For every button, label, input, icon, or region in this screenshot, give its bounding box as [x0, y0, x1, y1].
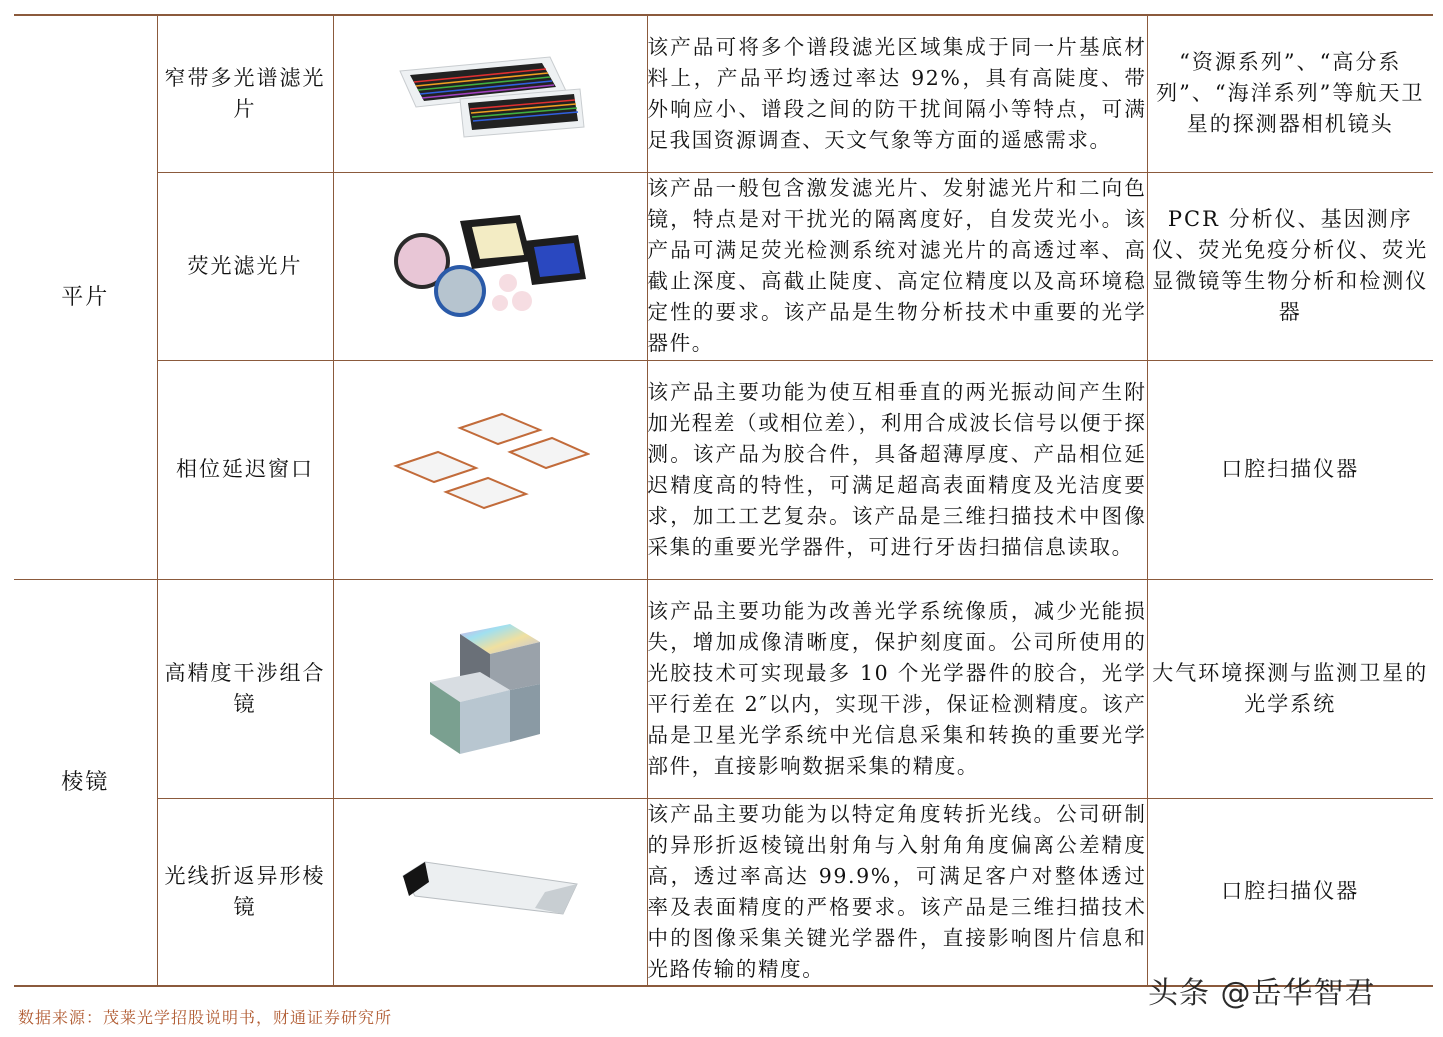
table-row: [14, 360, 1433, 579]
product-description: 该产品可将多个谱段滤光区域集成于同一片基底材料上，产品平均透过率达 92%，具有高陡度、带外响应小、谱段之间的防干扰间隔小等特点，可满足我国资源调查、天文气象等方面的遥感需求。: [647, 15, 1147, 172]
product-application: 口腔扫描仪器: [1147, 360, 1433, 579]
multispectral-filter-image: [333, 15, 647, 172]
category-flat: 平片: [14, 15, 157, 579]
product-application: PCR 分析仪、基因测序仪、荧光免疫分析仪、荧光显微镜等生物分析和检测仪器: [1147, 172, 1433, 360]
product-table: [14, 14, 1433, 987]
interference-prism-image: [333, 579, 647, 798]
folding-prism-image: [333, 798, 647, 986]
product-application: “资源系列”、“高分系列”、“海洋系列”等航天卫星的探测器相机镜头: [1147, 15, 1433, 172]
product-name: 高精度干涉组合镜: [157, 579, 333, 798]
category-prism: 棱镜: [14, 579, 157, 986]
watermark: 头条 @岳华智君: [1148, 976, 1376, 1011]
table-row: [14, 15, 1433, 172]
product-application: 口腔扫描仪器: [1147, 798, 1433, 986]
data-source-note: 数据来源：茂莱光学招股说明书，财通证券研究所: [18, 1008, 393, 1027]
product-description: 该产品一般包含激发滤光片、发射滤光片和二向色镜，特点是对干扰光的隔离度好，自发荧光小。该产品可满足荧光检测系统对滤光片的高透过率、高截止深度、高截止陡度、高定位精度以及高环境稳定性的要求。该产品是生物分析技术中重要的光学器件。: [647, 172, 1147, 360]
product-application: 大气环境探测与监测卫星的光学系统: [1147, 579, 1433, 798]
product-description: 该产品主要功能为改善光学系统像质，减少光能损失，增加成像清晰度，保护刻度面。公司所使用的光胶技术可实现最多 10 个光学器件的胶合，光学平行差在 2″以内，实现干涉，保证检测精度。该产品是卫星光学系统中光信息采集和转换的重要光学部件，直接影响数据采集的精度。: [647, 579, 1147, 798]
product-name: 相位延迟窗口: [157, 360, 333, 579]
table-row: [14, 579, 1433, 798]
product-description: 该产品主要功能为使互相垂直的两光振动间产生附加光程差（或相位差），利用合成波长信号以便于探测。该产品为胶合件，具备超薄厚度、产品相位延迟精度高的特性，可满足超高表面精度及光洁度要求，加工工艺复杂。该产品是三维扫描技术中图像采集的重要光学器件，可进行牙齿扫描信息读取。: [647, 360, 1147, 579]
product-name: 窄带多光谱滤光片: [157, 15, 333, 172]
phase-retarder-image: [333, 360, 647, 579]
table-row: [14, 172, 1433, 360]
product-name: 光线折返异形棱镜: [157, 798, 333, 986]
table-row: [14, 798, 1433, 986]
product-description: 该产品主要功能为以特定角度转折光线。公司研制的异形折返棱镜出射角与入射角角度偏离公差精度高，透过率高达 99.9%，可满足客户对整体透过率及表面精度的严格要求。该产品是三维扫描技术中的图像采集关键光学器件，直接影响图片信息和光路传输的精度。: [647, 798, 1147, 986]
product-name: 荧光滤光片: [157, 172, 333, 360]
fluorescence-filter-image: [333, 172, 647, 360]
